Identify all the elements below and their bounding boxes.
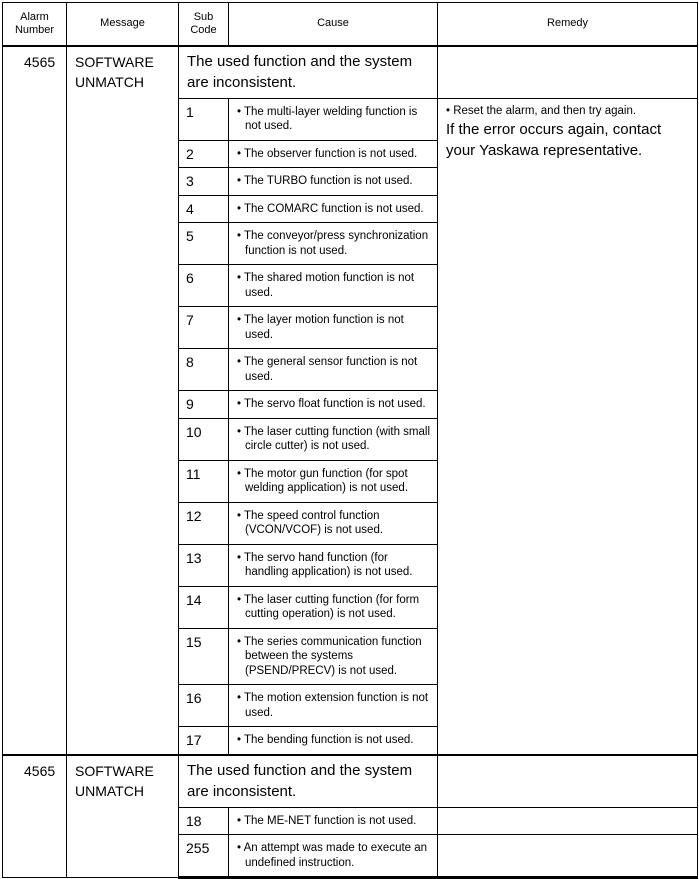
sub-code-cell: 15 — [179, 628, 229, 685]
sub-code-cell: 2 — [179, 140, 229, 168]
sub-code-cell: 1 — [179, 98, 229, 140]
cause-cell: • The laser cutting function (with small circle cutter) is not used. — [229, 418, 438, 460]
section1-summary-row — [3, 46, 698, 99]
sub-code-cell: 13 — [179, 544, 229, 586]
alarm-code-table — [2, 2, 698, 879]
cause-cell: • The layer motion function is not used. — [229, 307, 438, 349]
cause-cell: • The series communication function between the systems (PSEND/PRECV) is not used. — [229, 628, 438, 685]
cause-cell: • The TURBO function is not used. — [229, 168, 438, 196]
remedy-cell-empty — [438, 835, 698, 878]
cause-cell: • The multi-layer welding function is not used. — [229, 98, 438, 140]
header-alarm-number: Alarm Number — [3, 3, 67, 46]
sub-code-cell: 14 — [179, 586, 229, 628]
cause-cell: • The motion extension function is not used. — [229, 685, 438, 727]
sub-code-cell: 16 — [179, 685, 229, 727]
header-sub-code: Sub Code — [179, 3, 229, 46]
header-cause: Cause — [229, 3, 438, 46]
section2-summary-row — [3, 755, 698, 808]
cause-cell: • The general sensor function is not used. — [229, 349, 438, 391]
summary-cause-cell: The used function and the system are inconsistent. — [179, 755, 438, 808]
remedy-bullet-line: • Reset the alarm, and then try again. — [446, 104, 637, 117]
remedy-cell-empty — [438, 755, 698, 808]
cause-cell: • The laser cutting function (for form cutting operation) is not used. — [229, 586, 438, 628]
cause-cell: • The conveyor/press synchronization function is not used. — [229, 223, 438, 265]
cause-cell: • The ME-NET function is not used. — [229, 807, 438, 835]
alarm-number-cell: 4565 — [3, 755, 67, 878]
sub-code-cell: 6 — [179, 265, 229, 307]
remedy-note-line: If the error occurs again, contact your Yaskawa representative. — [446, 120, 662, 159]
alarm-number-cell: 4565 — [3, 46, 67, 755]
cause-cell: • An attempt was made to execute an undefined instruction. — [229, 835, 438, 878]
sub-code-cell: 17 — [179, 727, 229, 755]
sub-code-cell: 12 — [179, 502, 229, 544]
message-cell: SOFTWARE UNMATCH — [67, 46, 179, 755]
sub-code-cell: 7 — [179, 307, 229, 349]
summary-cause-cell: The used function and the system are inconsistent. — [179, 46, 438, 99]
cause-cell: • The servo hand function (for handling application) is not used. — [229, 544, 438, 586]
header-row — [3, 3, 698, 46]
cause-cell: • The shared motion function is not used. — [229, 265, 438, 307]
sub-code-cell: 9 — [179, 391, 229, 419]
cause-cell: • The servo float function is not used. — [229, 391, 438, 419]
sub-code-cell: 255 — [179, 835, 229, 878]
remedy-cell-empty — [438, 46, 698, 99]
sub-code-cell: 3 — [179, 168, 229, 196]
message-cell: SOFTWARE UNMATCH — [67, 755, 179, 878]
remedy-cell — [438, 98, 698, 755]
header-message: Message — [67, 3, 179, 46]
sub-code-cell: 5 — [179, 223, 229, 265]
sub-code-cell: 18 — [179, 807, 229, 835]
cause-cell: • The speed control function (VCON/VCOF) is not used. — [229, 502, 438, 544]
cause-cell: • The COMARC function is not used. — [229, 195, 438, 223]
remedy-cell-empty — [438, 807, 698, 835]
sub-code-cell: 4 — [179, 195, 229, 223]
sub-code-cell: 10 — [179, 418, 229, 460]
cause-cell: • The observer function is not used. — [229, 140, 438, 168]
cause-cell: • The bending function is not used. — [229, 727, 438, 755]
sub-code-cell: 8 — [179, 349, 229, 391]
cause-cell: • The motor gun function (for spot welding application) is not used. — [229, 460, 438, 502]
header-remedy: Remedy — [438, 3, 698, 46]
sub-code-cell: 11 — [179, 460, 229, 502]
